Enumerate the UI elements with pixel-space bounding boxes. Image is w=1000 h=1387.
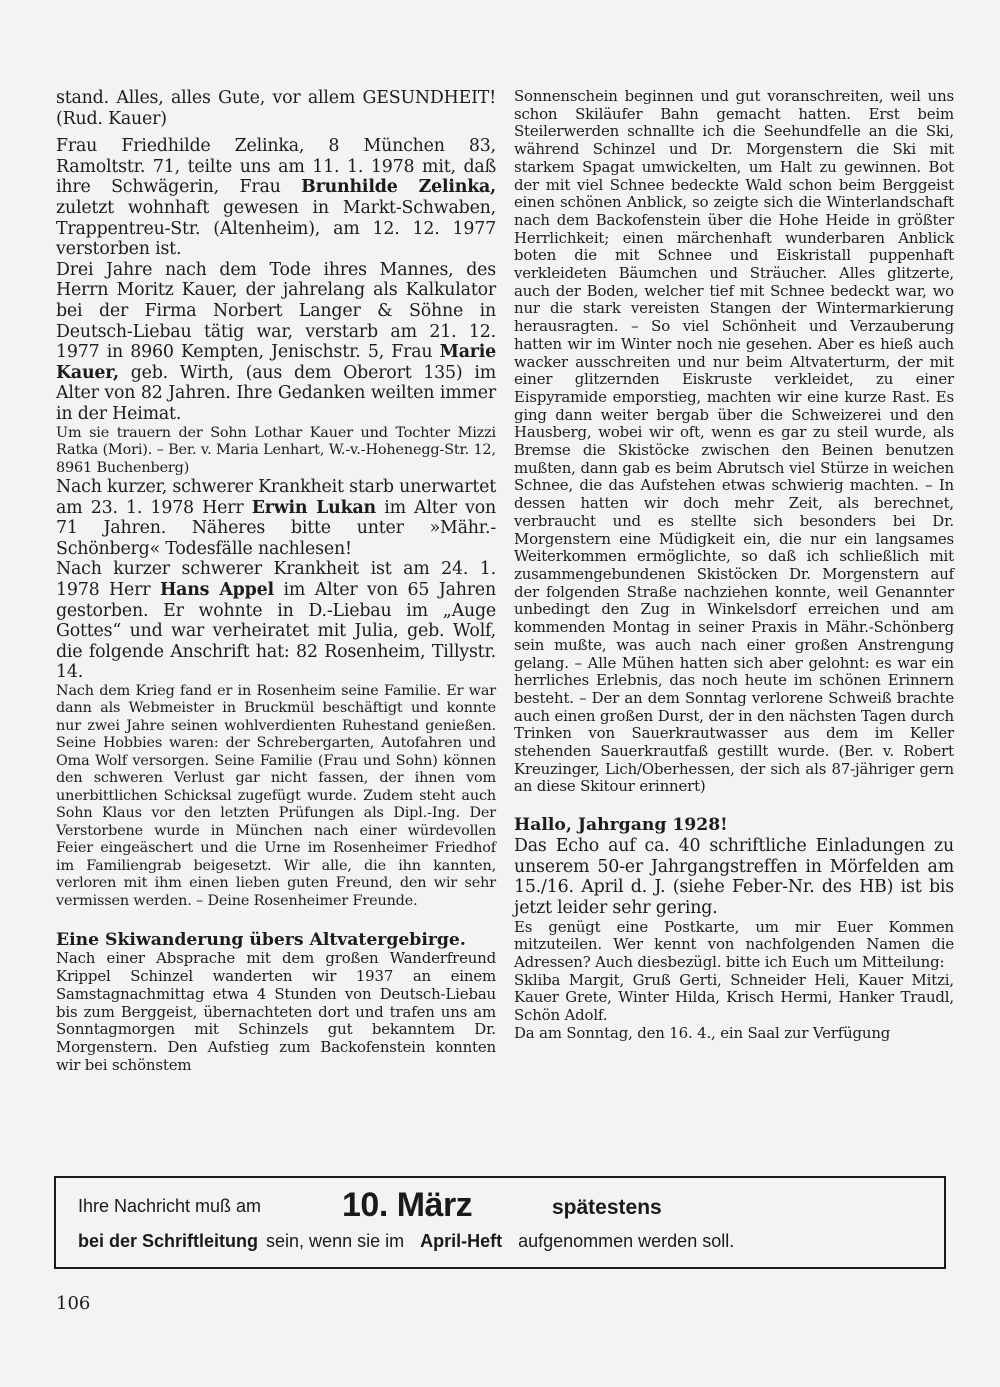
deceased-name: Brunhilde Zelinka, bbox=[301, 177, 496, 198]
notice-prefix: Ihre Nachricht muß am bbox=[78, 1196, 262, 1216]
notice-deadline-date: 10. März bbox=[342, 1186, 473, 1224]
paragraph-mourners: Um sie trauern der Sohn Lothar Kauer und Tochter Mizzi Ratka (Mori). – Ber. v. Maria Lenhart, W.-v.-Hohenegg-Str. 12, 8961 Buchenberg) bbox=[56, 424, 496, 476]
paragraph-missing-names: Skliba Margit, Gruß Gerti, Schneider Heli, Kauer Mitzi, Kauer Grete, Winter Hilda, Krisch Hermi, Hanker Traudl, Schön Adolf. bbox=[514, 970, 954, 1025]
paragraph-postcard-request: Es genügt eine Postkarte, um mir Euer Kommen mitzuteilen. Wer kennt von nachfolgenden Namen die Adressen? Auch diesbezügl. bitte ich Euch um Mitteilung: bbox=[514, 917, 954, 971]
paragraph-jahrgang-echo: Das Echo auf ca. 40 schriftliche Einladungen zu unserem 50-er Jahrgangstreffen in Mörfelden am 15./16. April d. J. (siehe Feber-Nr. des HB) ist bis jetzt leider sehr gering. bbox=[514, 836, 954, 918]
notice-issue-name: April-Heft bbox=[420, 1231, 503, 1251]
notice-line-2: bei der Schriftleitung sein, wenn sie im April-Heft aufgenommen werden soll. bbox=[78, 1231, 735, 1251]
article-heading-jahrgang-1928: Hallo, Jahrgang 1928! bbox=[514, 815, 728, 836]
paragraph-appel-life: Nach dem Krieg fand er in Rosenheim seine Familie. Er war dann als Webmeister in Bruckmül beschäftigt und konnte nur zwei Jahre seinen wohlverdienten Ruhestand genießen. Seine Hobbies waren: der Schrebergarten, Autofahren und Oma Wolf versorgen. Seine Familie (Frau und Sohn) können den schweren Verlust gar nicht fassen, der ihnen vom unerbittlichen Schicksal zugefügt wurde. Zudem steht auch Sohn Klaus vor den letzten Prüfungen als Dipl.-Ing. Der Verstorbene wurde in München nach einer würdevollen Feier eingeäschert und die Urne im Rosenheimer Friedhof im Familiengrab beigesetzt. Wir alle, die ihn kannten, verloren mit ihm einen lieben guten Freund, den wir sehr vermissen werden. – Deine Rosenheimer Freunde. bbox=[56, 682, 496, 909]
deadline-notice-box bbox=[54, 1176, 946, 1269]
deceased-name: Erwin Lukan bbox=[251, 497, 376, 518]
notice-editorial-office: bei der Schriftleitung bbox=[78, 1231, 259, 1251]
paragraph-ski-tour-start: Nach einer Absprache mit dem großen Wanderfreund Krippel Schinzel wanderten wir 1937 an einem Samstagnachmittag etwa 4 Stunden von Deutsch-Liebau bis zum Berggeist, übernachteten dort und trafen uns am Sonntagmorgen mit Schinzels gut bekanntem Dr. Morgenstern. Den Aufstieg zum Backofenstein konnten wir bei schönstem bbox=[56, 949, 496, 1074]
deceased-name: Marie Kauer, bbox=[56, 342, 496, 383]
right-column bbox=[514, 88, 954, 1042]
left-column bbox=[56, 88, 496, 1074]
article-heading-skiwanderung: Eine Skiwanderung übers Altvatergebirge. bbox=[56, 930, 466, 951]
page-number: 106 bbox=[56, 1293, 91, 1314]
paragraph-lukan-obituary: Nach kurzer, schwerer Krankheit starb unerwartet am 23. 1. 1978 Herr Erwin Lukan im Alter von 71 Jahren. Näheres bitte unter »Mähr.-Schönberg« Todesfälle nachlesen! bbox=[56, 477, 497, 559]
deceased-name: Hans Appel bbox=[159, 579, 274, 600]
paragraph-hall-available: Da am Sonntag, den 16. 4., ein Saal zur Verfügung bbox=[514, 1023, 891, 1042]
paragraph-zelinka-obituary: Frau Friedhilde Zelinka, 8 München 83, Ramoltstr. 71, teilte uns am 11. 1. 1978 mit, daß ihre Schwägerin, Frau Brunhilde Zelinka, zuletzt wohnhaft gewesen in Markt-Schwaben, Trappentreu-Str. (Altenheim), am 12. 12. 1977 verstorben ist. bbox=[56, 136, 496, 260]
paragraph-marie-kauer-obituary: Drei Jahre nach dem Tode ihres Mannes, des Herrn Moritz Kauer, der jahrelang als Kalkulator bei der Firma Norbert Langer & Söhne in Deutsch-Liebau tätig war, verstarb am 21. 12. 1977 in 8960 Kempten, Jenischstr. 5, Frau Marie Kauer, geb. Wirth, (aus dem Oberort 135) im Alter von 82 Jahren. Ihre Gedanken weilten immer in der Heimat. bbox=[56, 259, 496, 424]
notice-latest-label: spätestens bbox=[552, 1196, 662, 1219]
paragraph-ski-tour-continued: Sonnenschein beginnen und gut voranschreiten, weil uns schon Skiläufer Bahn gemacht hatten. Erst beim Steilerwerden schnallte ich die Seehundfelle an die Ski, während Schinzel und Dr. Morgenstern die Ski mit starkem Spagat umwickelten, um Halt zu gewinnen. Bot der mit viel Schnee bedeckte Wald schon beim Berggeist einen schönen Anblick, so zeigte sich die Winterlandschaft nach dem Backofenstein über die Hohe Heide in größter Herrlichkeit; einen märchenhaft wunderbaren Anblick boten die mit Schnee und Eiskristall puppenhaft verkleideten Bäumchen und Sträucher. Alles glitzerte, auch der Boden, welcher tief mit Schnee bedeckt war, wo nur die stark vereisten Stangen der Wintermarkierung herausragten. – So viel Schönheit und Verzauberung hatten wir im Winter noch nie gesehen. Aber es hieß auch wacker ausschreiten und nur beim Altvaterturm, der mit einer glitzernden Eiskruste verkleidet, zu einer Eispyramide emporstieg, machten wir eine kurze Rast. Es ging dann weiter bergab über die Schweizerei und den Hausberg, wobei wir oft, wenn es gar zu steil wurde, als Bremse die Skistöcke zwischen den Beinen benutzen mußten, dann gab es beim Abrutsch viel Stürze in weichen Schnee, die das Aufstehen etwas schwierig machten. – In dessen hatten wir doch mehr Zeit, als berechnet, verbraucht und es stellte sich besonders bei Dr. Morgenstern eine Müdigkeit ein, die nur ein langsames Weiterkommen ermöglichte, so daß ich schließlich mit zusammengebundenen Skistöcken Dr. Morgenstern auf der folgenden Straße nachziehen konnte, weil Genannter unbedingt den Zug in Winkelsdorf erreichen und am kommenden Montag in seiner Praxis in Mähr.-Schönberg sein mußte, was auch nach einer großen Anstrengung gelang. – Alle Mühen hatten sich aber gelohnt: es war ein herrliches Erlebnis, das noch heute im schönen Erinnern besteht. – Der an dem Sonntag verlorene Schweiß brachte auch einen großen Durst, der in den nächsten Tagen durch Trinken von Sauerkrautwasser aus dem im Keller stehenden Sauerkrautfaß gestillt wurde. (Ber. v. Robert Kreuzinger, Lich/Oberhessen, der sich als 87-jähriger gern an diese Skitour erinnert) bbox=[514, 87, 954, 796]
paragraph-kauer-greeting: stand. Alles, alles Gute, vor allem GESUNDHEIT! (Rud. Kauer) bbox=[56, 88, 496, 129]
paragraph-appel-obituary: Nach kurzer schwerer Krankheit ist am 24. 1. 1978 Herr Hans Appel im Alter von 65 Jahren gestorben. Er wohnte in D.-Liebau im „Auge Gottes“ und war verheiratet mit Julia, geb. Wolf, die folgende Anschrift hat: 82 Rosenheim, Tillystr. 14. bbox=[56, 559, 496, 683]
